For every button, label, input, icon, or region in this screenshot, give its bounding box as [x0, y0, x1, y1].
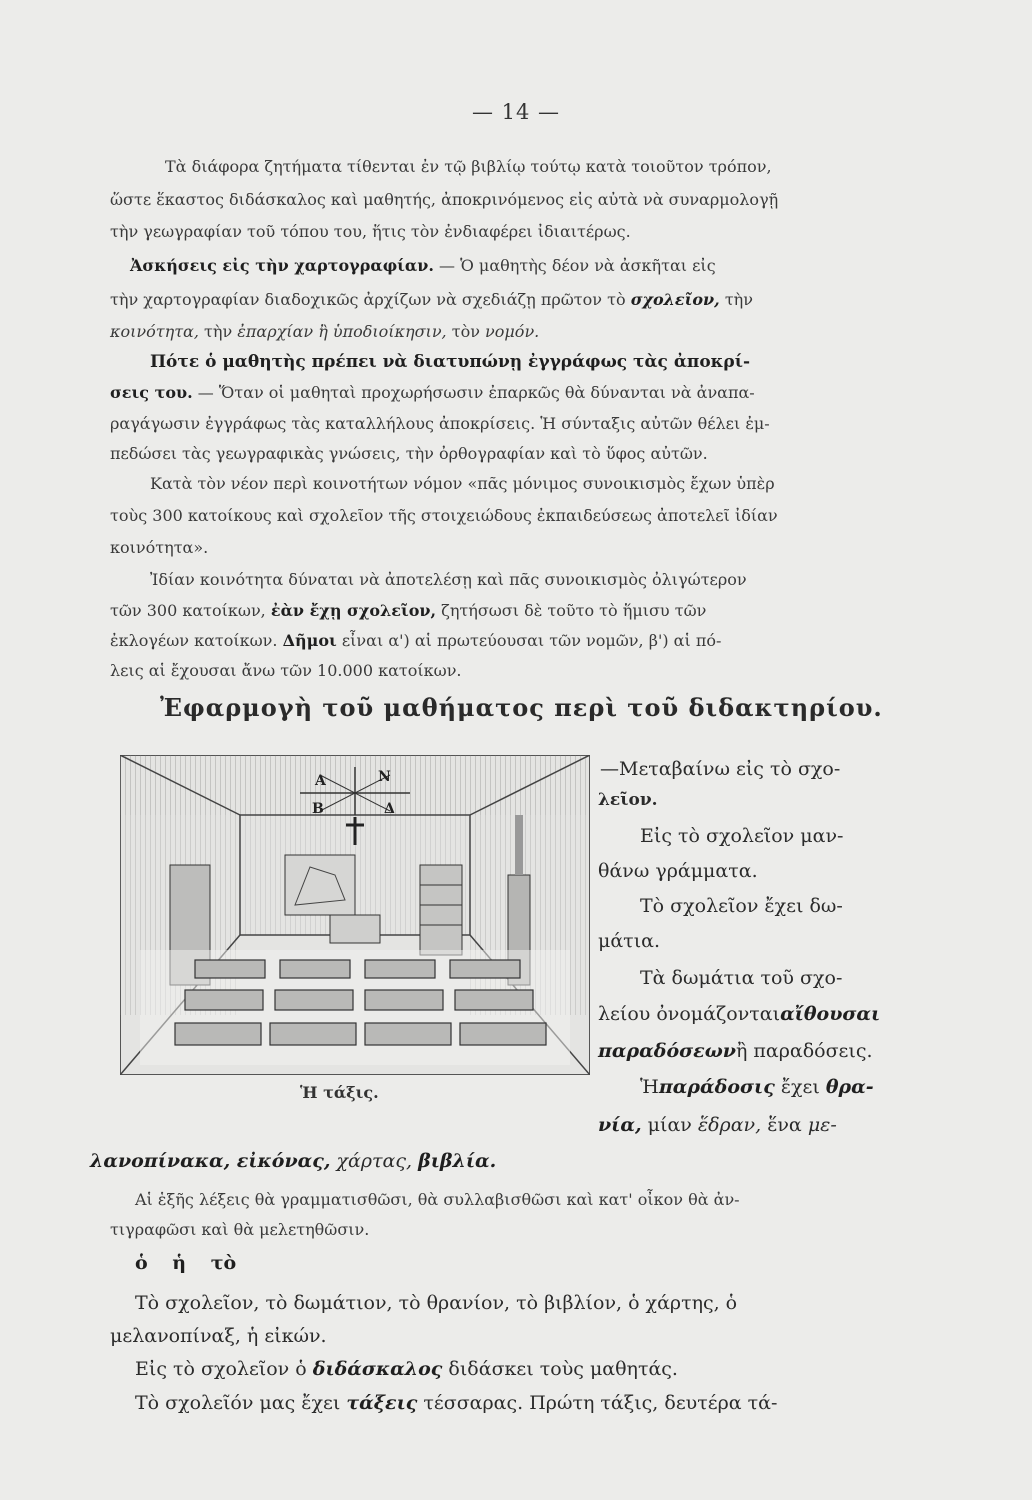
pote-line-2: σεις του. — Ὅταν οἱ μαθηταὶ προχωρήσωσιν ἐπαρκῶς θὰ δύνανται νὰ ἀναπα- [110, 383, 755, 402]
exis-line-1: Αἱ ἑξῆς λέξεις θὰ γραμματισθῶσι, θὰ συλλαβισθῶσι καὶ κατ' οἶκον θὰ ἀν- [135, 1190, 740, 1209]
continuation-line: λανοπίνακα, εἰκόνας, χάρτας, βιβλία. [90, 1150, 497, 1172]
side-line-10: Ἡπαράδοσις ἔχει θρα- [640, 1076, 874, 1098]
side-line-3: Εἰς τὸ σχολεῖον μαν- [640, 825, 844, 847]
words-line-2: μελανοπίναξ, ἡ εἰκών. [110, 1325, 327, 1347]
nomos-line-2: τοὺς 300 κατοίκους καὶ σχολεῖον τῆς στοιχειώδους ἐκπαιδεύσεως ἀποτελεῖ ἰδίαν [110, 506, 778, 525]
askiseis-title: Ἀσκήσεις εἰς τὴν χαρτογραφίαν. [130, 256, 434, 275]
nomos-line-3: κοινότητα». [110, 538, 209, 557]
side-line-8: λείου ὀνομάζονταιαἴθουσαι [598, 1003, 881, 1025]
compass-label-n: Ν [378, 769, 391, 785]
side-line-7: Τὰ δωμάτια τοῦ σχο- [640, 967, 843, 989]
compass-label-d: Δ [384, 801, 395, 817]
section-heading: Ἐφαρμογὴ τοῦ μαθήματος περὶ τοῦ διδακτηρίου. [160, 693, 883, 722]
idia-line-3: ἐκλογέων κατοίκων. Δῆμοι εἶναι α') αἱ πρωτεύουσαι τῶν νομῶν, β') αἱ πό- [110, 631, 722, 650]
articles-line: ὁ ἡ τὸ [135, 1252, 237, 1274]
idia-line-4: λεις αἱ ἔχουσαι ἄνω τῶν 10.000 κατοίκων. [110, 661, 462, 680]
words-line-1: Τὸ σχολεῖον, τὸ δωμάτιον, τὸ θρανίον, τὸ βιβλίον, ὁ χάρτης, ὁ [135, 1292, 738, 1314]
askiseis-line-1: Ἀσκήσεις εἰς τὴν χαρτογραφίαν. — Ὁ μαθητὴς δέον νὰ ἀσκῆται εἰς [130, 256, 716, 275]
side-line-6: μάτια. [598, 930, 661, 952]
intro-line-3: τὴν γεωγραφίαν τοῦ τόπου του, ἥτις τὸν ἐνδιαφέρει ἰδιαιτέρως. [110, 222, 631, 241]
intro-line-1: Τὰ διάφορα ζητήματα τίθενται ἐν τῷ βιβλίῳ τούτῳ κατὰ τοιοῦτον τρόπον, [165, 157, 772, 176]
intro-line-2: ὥστε ἕκαστος διδάσκαλος καὶ μαθητής, ἀποκρινόμενος εἰς αὐτὰ νὰ συναρμολογῇ [110, 190, 779, 209]
side-line-2: λεῖον. [598, 790, 658, 810]
idia-line-2: τῶν 300 κατοίκων, ἐὰν ἔχῃ σχολεῖον, ζητήσωσι δὲ τοῦτο τὸ ἥμισυ τῶν [110, 601, 707, 620]
illustration-caption: Ἡ τάξις. [300, 1083, 379, 1102]
side-line-5: Τὸ σχολεῖον ἔχει δω- [640, 895, 843, 917]
side-line-4: θάνω γράμματα. [598, 860, 758, 882]
idia-line-1: Ἰδίαν κοινότητα δύναται νὰ ἀποτελέσῃ καὶ πᾶς συνοικισμὸς ὀλιγώτερον [150, 570, 747, 589]
words-line-4: Τὸ σχολεῖόν μας ἔχει τάξεις τέσσαρας. Πρώτη τάξις, δευτέρα τά- [135, 1392, 778, 1414]
pote-line-3: ραγάγωσιν ἐγγράφως τὰς καταλλήλους ἀποκρίσεις. Ἡ σύνταξις αὐτῶν θέλει ἐμ- [110, 414, 770, 433]
pote-title-1: Πότε ὁ μαθητὴς πρέπει νὰ διατυπώνῃ ἐγγράφως τὰς ἀποκρί- [150, 352, 751, 372]
compass-label-b: Β [312, 801, 324, 817]
exis-line-2: τιγραφῶσι καὶ θὰ μελετηθῶσιν. [110, 1220, 370, 1239]
side-line-1: —Μεταβαίνω εἰς τὸ σχο- [600, 758, 841, 780]
compass-label-a: Α [315, 773, 326, 789]
pote-line-4: πεδώσει τὰς γεωγραφικὰς γνώσεις, τὴν ὀρθογραφίαν καὶ τὸ ὕφος αὐτῶν. [110, 444, 708, 463]
side-line-11: νία, μίαν ἕδραν, ἕνα με- [598, 1114, 837, 1136]
page-number: — 14 — [471, 100, 561, 124]
nomos-line-1: Κατὰ τὸν νέον περὶ κοινοτήτων νόμον «πᾶς μόνιμος συνοικισμὸς ἔχων ὑπὲρ [150, 474, 775, 493]
askiseis-line-2: τὴν χαρτογραφίαν διαδοχικῶς ἀρχίζων νὰ σχεδιάζῃ πρῶτον τὸ σχολεῖον, τὴν [110, 290, 753, 309]
askiseis-line-3: κοινότητα, τὴν ἐπαρχίαν ἢ ὑποδιοίκησιν, τὸν νομόν. [110, 322, 540, 341]
side-line-9: παραδόσεωνἢ παραδόσεις. [598, 1040, 873, 1062]
classroom-illustration [120, 755, 590, 1075]
words-line-3: Εἰς τὸ σχολεῖον ὁ διδάσκαλος διδάσκει τοὺς μαθητάς. [135, 1358, 678, 1380]
